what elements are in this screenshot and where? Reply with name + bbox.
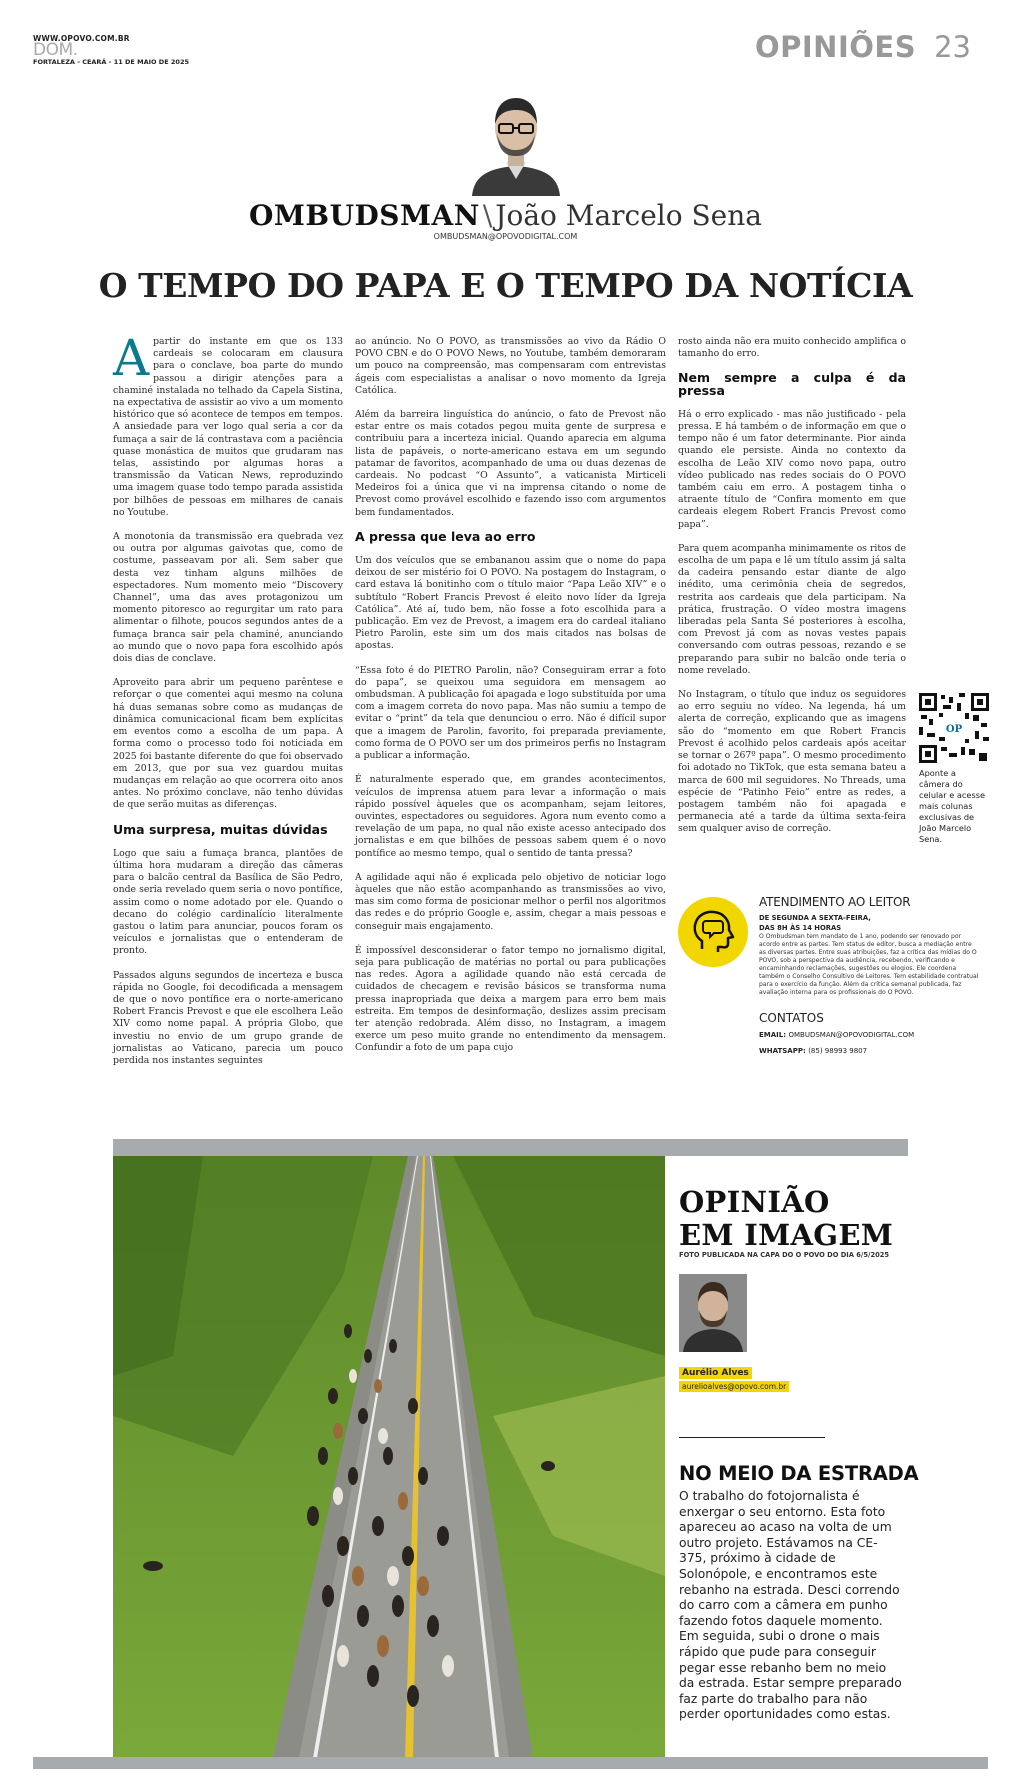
paragraph: É impossível desconsiderar o fator tempo no jornalismo digital, seja para publicação de matérias no portal ou para publicações nas redes. Agora a agilidade quando não está cercada de cuidados de checagem e revisão básicos se transforma numa pressa inapropriada que deixa a margem para erro bem mais estreita. Em tempos de desinformação, deslizes assim precisam ter atenção redobrada. Além disso, no Instagram, a imagem exerce um peso muito grande no entendimento da mensagem. Confundir a foto de um papa cujo xyxy=(355,944,666,1054)
paragraph: Logo que saiu a fumaça branca, plantões de última hora mudaram a direção das câmeras para o balcão central da Basílica de São Pedro, onde seria revelado quem seria o novo pontífice, assim como o nome adotado por ele. Quando o decano do colégio cardinalício literalmente gastou o latim para anunciar, poucos foram os veículos e jornalistas que o entenderam de pronto. xyxy=(113,847,343,957)
byline-separator: \ xyxy=(482,199,493,232)
column-name: OMBUDSMAN xyxy=(249,199,480,232)
contact-email[interactable]: OMBUDSMAN@OPOVODIGITAL.COM xyxy=(788,1031,915,1039)
photo-story-body: O trabalho do fotojornalista é enxergar o seu entorno. Esta foto apareceu ao acaso na volta de um outro projeto. Estávamos na CE-375, próximo à cidade de Solonópole, e encontramos este rebanho na estrada. Desci correndo do carro com a câmera em punho fazendo fotos daquele momento. Em seguida, subi o drone o mais rápido que pude para conseguir pegar esse rebanho bem no meio da estrada. Estar sempre preparado faz parte do trabalho para não perder oportunidades como estas. xyxy=(679,1489,902,1722)
page-number: 23 xyxy=(934,30,971,64)
drop-cap: A xyxy=(113,329,150,387)
subheading: Nem sempre a culpa é da pressa xyxy=(678,370,906,398)
paragraph: Há o erro explicado - mas não justificado - pela pressa. E há também o de informação em que o tempo não é um fator determinante. Pior ainda quando ele persiste. Ainda no contexto da escolha de Leão XIV como novo papa, outro vídeo publicado nas redes sociais do O POVO também caiu em erro. A postagem tinha o atraente título de “Confira momento em que cardeais elegem Robert Francis Prevost como papa”. xyxy=(678,408,906,530)
contact-email-line: EMAIL: OMBUDSMAN@OPOVODIGITAL.COM xyxy=(759,1031,915,1039)
article-column-3 xyxy=(678,336,906,848)
paragraph: rosto ainda não era muito conhecido amplifica o tamanho do erro. xyxy=(678,336,906,360)
paragraph: A agilidade aqui não é explicada pelo objetivo de noticiar logo àqueles que não estão acompanhando as transmissões ao vivo, mas sim como forma de posicionar melhor o perfil nos algoritmos das redes e do próprio Google e, assim, chegar a mais pessoas e conseguir mais engajamento. xyxy=(355,871,666,932)
schedule-hours: DAS 8H ÀS 14 HORAS xyxy=(759,923,842,932)
road-aerial-photo xyxy=(113,1156,665,1758)
contact-whatsapp-line: WHATSAPP: (85) 98993 9807 xyxy=(759,1047,868,1055)
photo-story-headline: NO MEIO DA ESTRADA xyxy=(679,1462,919,1485)
reader-service-box xyxy=(759,895,979,1063)
contacts-title: CONTATOS xyxy=(759,1011,824,1025)
photographer-email[interactable]: aurelioalves@opovo.com.br xyxy=(679,1381,789,1392)
masthead xyxy=(33,34,189,66)
head-speech-icon xyxy=(678,897,748,967)
contact-whatsapp[interactable]: (85) 98993 9807 xyxy=(808,1047,868,1055)
paragraph: “Essa foto é do PIETRO Parolin, não? Conseguiram errar a foto do papa”, se queixou uma seguidora em mensagem ao ombudsman. A publicação foi apagada e logo substituída por uma com a imagem correta do novo papa. Mas não sumiu a tempo de evitar o “print” da tela que denunciou o erro. Não é difícil supor que a imagem de Parolin, favorito, foi preparada previamente, como forma de O POVO ser um dos primeiros perfis no Instagram a publicar a informação. xyxy=(355,664,666,762)
qr-code[interactable] xyxy=(919,693,989,763)
paragraph: Para quem acompanha minimamente os ritos de escolha de um papa e lê um título assim já salta da cadeira pensando estar diante de algo inédito, uma cerimônia cheia de segredos, restrita aos cardeais que dela participam. Na prática, frustração. O vídeo mostra imagens liberadas pela Santa Sé posteriores à escolha, com Prevost já com as novas vestes papais conversando com outras pessoas, rezando e se preparando para subir no balcão onde teria o nome revelado. xyxy=(678,542,906,676)
op-logo: OP xyxy=(945,724,963,735)
site-url[interactable]: WWW.OPOVO.COM.BR xyxy=(33,34,130,43)
paragraph: Passados alguns segundos de incerteza e busca rápida no Google, foi decodificada a mensagem de que o novo pontífice era o norte-americano Robert Francis Prevost e que ele escolhera Leão XIV como nome papal. A própria Globo, que investiu no envio de um grupo grande de jornalistas ao Vaticano, parecia um pouco perdida nos instantes seguintes xyxy=(113,969,343,1066)
columnist-name: João Marcelo Sena xyxy=(495,199,762,232)
edition-label: DOM. xyxy=(33,40,78,60)
photo-credit: FOTO PUBLICADA NA CAPA DO O POVO DO DIA 6/5/2025 xyxy=(679,1251,890,1259)
page-bottom-bar xyxy=(33,1757,988,1769)
paragraph: Apartir do instante em que os 133 cardeais se colocaram em clausura para o conclave, boa parte do mundo passou a dirigir atenções para a chaminé instalada no telhado da Capela Sistina, na expectativa de assistir ao vivo a um momento histórico que só acontece de tempos em tempos. A ansiedade para ver logo qual seria a cor da fumaça a sair de lá contrastava com a paciência quase monástica de muitos que grudaram nas telas, assistindo por algumas horas a transmissão da Vatican News, reproduzindo uma imagem quase todo tempo parada assistida por bilhões de pessoas em milhares de canais no Youtube. xyxy=(113,329,343,518)
opinion-image-title: OPINIÃO EM IMAGEM xyxy=(679,1185,894,1252)
paragraph: É naturalmente esperado que, em grandes acontecimentos, veículos de imprensa atuem para levar a informação o mais rápido possível àqueles que os acompanham, sejam leitores, ouvintes, espectadores ou seguidores. Agora num evento como a revelação de um papa, no qual não existe acesso antecipado dos jornalistas e em que bilhões de pessoas sabem quem é o novo pontífice ao mesmo tempo, qual o sentido de tanta pressa? xyxy=(355,774,666,859)
paragraph: ao anúncio. No O POVO, as transmissões ao vivo da Rádio O POVO CBN e do O POVO News, no Youtube, também demoraram um pouco na compreensão, mas compensaram com entrevistas ágeis com especialistas a analisar o novo momento da Igreja Católica. xyxy=(355,336,666,396)
divider xyxy=(679,1437,825,1438)
columnist-portrait xyxy=(466,84,566,196)
paragraph: Aproveito para abrir um pequeno parêntese e reforçar o que comentei aqui mesmo na coluna há duas semanas sobre como as mudanças de dinâmica comunicacional ficam bem explícitas em eventos como a escolha de um papa. A forma como o processo todo foi noticiada em 2025 foi bastante diferente do que foi observado em 2013, que por sua vez guardou muitas mudanças em relação ao que ocorrera oito anos antes. No próximo conclave, não tenho dúvidas de que serão muitas as diferenças. xyxy=(113,677,343,811)
subheading: A pressa que leva ao erro xyxy=(355,528,536,544)
article-column-2 xyxy=(355,336,666,1067)
article-headline: O TEMPO DO PAPA E O TEMPO DA NOTÍCIA xyxy=(98,266,913,305)
paragraph: Além da barreira linguística do anúncio, o fato de Prevost não estar entre os mais cotados pegou muita gente de surpresa e contribuiu para a incerteza inicial. Quando aparecia em alguma lista de papáveis, o norte-americano estava em um segundo patamar de favoritos, acompanhado de uma ou duas dezenas de cardeais. No podcast “O Assunto”, a vaticanista Mirticeli Medeiros foi a única que vi na imprensa citando o nome de Prevost como provável escolhido e fazendo isso com argumentos bem fundamentados. xyxy=(355,409,666,518)
section-header xyxy=(755,30,971,64)
column-byline xyxy=(0,199,1011,241)
photographer-name: Aurélio Alves xyxy=(679,1367,752,1379)
qr-caption: Aponte a câmera do celular e acesse mais colunas exclusivas de João Marcelo Sena. xyxy=(919,768,986,844)
photographer-avatar xyxy=(679,1274,747,1352)
reader-service-title: ATENDIMENTO AO LEITOR xyxy=(759,895,911,909)
photo-top-band xyxy=(113,1139,908,1156)
section-name: OPINIÕES xyxy=(754,30,917,64)
subheading: Uma surpresa, muitas dúvidas xyxy=(113,821,328,837)
schedule-days: DE SEGUNDA A SEXTA-FEIRA, xyxy=(759,914,871,922)
article-column-1 xyxy=(113,329,343,1079)
paragraph: No Instagram, o título que induz os seguidores ao erro seguiu no vídeo. Na legenda, há um alerta de correção, explicando que as imagens são do “momento em que Robert Francis Prevost é acolhido pelos cardeais após aceitar se tornar o 267º papa”. O mesmo procedimento foi adotado no TikTok, que esta semana bateu a marca de 600 mil seguidores. No Threads, uma espécie de “Patinho Feio” entre as redes, a postagem também não foi apagada e permanecia até a tarde da última sexta-feira sem qualquer aviso de correção. xyxy=(678,689,906,835)
ombudsman-description: O Ombudsman tem mandato de 1 ano, podendo ser renovado por acordo entre as partes. Tem status de editor, busca a mediação entre as diversas partes. Entre suas atribuições, faz a crítica das mídias do O POVO, sob a perspectiva da audiência, recebendo, verificando e encaminhando reclamações, sugestões ou elogios. Ele coordena também o Conselho Consultivo de Leitores. Tem estabilidade contratual para o exercício da função. Além da crítica semanal publicada, faz avaliação interna para os profissionais do O POVO. xyxy=(759,933,979,996)
columnist-email[interactable]: OMBUDSMAN@OPOVODIGITAL.COM xyxy=(433,232,578,241)
paragraph: Um dos veículos que se embananou assim que o nome do papa deixou de ser mistério foi O POVO. Na postagem do Instagram, o card estava lá bonitinho com o título maior “Papa Leão XIV” e o subtítulo “Robert Francis Prevost é eleito novo líder da Igreja Católica”. Até aí, tudo bem, não fosse a foto escolhida para a publicação. Em vez de Prevost, a imagem era do cardeal italiano Pietro Parolin, este sim um dos mais citados nas bolsas de apostas. xyxy=(355,555,666,652)
dateline: FORTALEZA - CEARÁ - 11 DE MAIO DE 2025 xyxy=(33,58,189,66)
paragraph: A monotonia da transmissão era quebrada vez ou outra por algumas gaivotas que, como de costume, passeavam por ali. Sem saber que desta vez tinham alguns milhões de espectadores. Num momento meio “Discovery Channel”, uma das aves protagonizou um momento pitoresco ao regurgitar um rato para alimentar o filhote, poucos segundos antes de a fumaça branca sair pela chaminé, anunciando ao mundo que o novo papa fora escolhido após dois dias de conclave. xyxy=(113,531,343,665)
